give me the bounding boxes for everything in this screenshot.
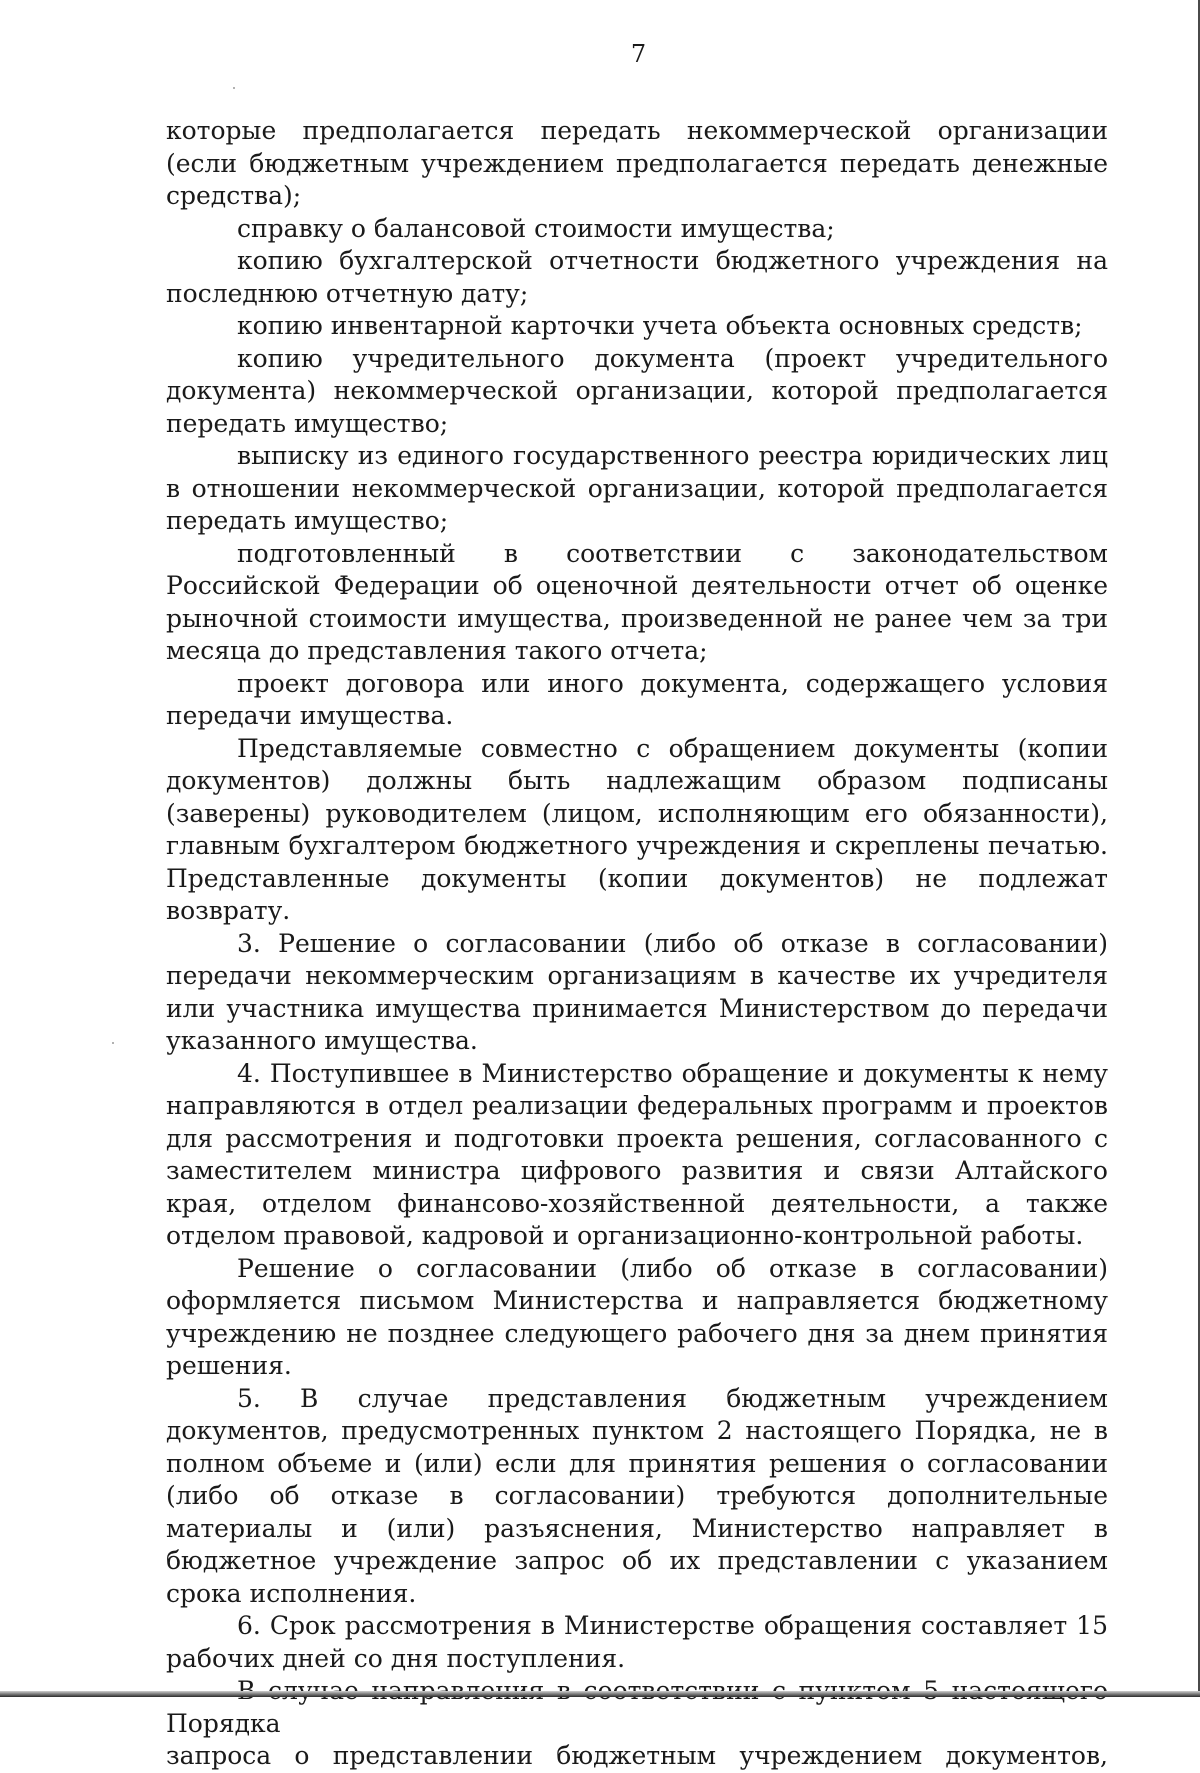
scan-speck xyxy=(112,1042,114,1044)
document-body xyxy=(166,115,1108,1773)
paragraph-final-line-2: запроса о представлении бюджетным учреждением документов, xyxy=(166,1741,1108,1770)
paragraph-section-3: 3. Решение о согласовании (либо об отказе в согласовании) передачи некоммерческим организациям в качестве их учредителя или участника имущества принимается Министерством до передачи указанного имущества. xyxy=(166,928,1108,1055)
paragraph-registry-extract: выписку из единого государственного реестра юридических лиц в отношении некоммерческой организации, которой предполагается передать имущество; xyxy=(166,441,1108,535)
paragraph-submitted-documents: Представляемые совместно с обращением документы (копии документов) должны быть надлежащим образом подписаны (заверены) руководителем (лицом, исполняющим его обязанности), главным бухгалтером бюджетного учреждения и скреплены печатью. Представленные документы (копии документов) не подлежат возврату. xyxy=(166,733,1108,925)
paragraph-section-4: 4. Поступившее в Министерство обращение и документы к нему направляются в отдел реализации федеральных программ и проектов для рассмотрения и подготовки проекта решения, согласованного с заместителем министра цифрового развития и связи Алтайского края, отделом финансово-хозяйственной деятельности, а также отделом правовой, кадровой и организационно-контрольной работы. xyxy=(166,1058,1108,1250)
page-number: 7 xyxy=(630,40,647,68)
paragraph-final xyxy=(166,1675,1108,1773)
paragraph-founding-document: копию учредительного документа (проект учредительного документа) некоммерческой организации, которой предполагается передать имущество; xyxy=(166,343,1108,438)
paragraph-draft-contract: проект договора или иного документа, содержащего условия передачи имущества. xyxy=(166,668,1108,730)
paragraph-inventory-card: копию инвентарной карточки учета объекта основных средств; xyxy=(237,311,1083,340)
paragraph-accounting-report: копию бухгалтерской отчетности бюджетного учреждения на последнюю отчетную дату; xyxy=(166,246,1108,308)
paragraph-section-5: 5. В случае представления бюджетным учреждением документов, предусмотренных пунктом 2 настоящего Порядка, не в полном объеме и (или) если для принятия решения о согласовании (либо об отказе в согласовании) требуются дополнительные материалы и (или) разъяснения, Министерство направляет в бюджетное учреждение запрос об их представлении с указанием срока исполнения. xyxy=(166,1383,1108,1608)
paragraph-section-6: 6. Срок рассмотрения в Министерстве обращения составляет 15 рабочих дней со дня поступления. xyxy=(166,1611,1108,1673)
paragraph-decision-letter: Решение о согласовании (либо об отказе в согласовании) оформляется письмом Министерства и направляется бюджетному учреждению не позднее следующего рабочего дня за днем принятия решения. xyxy=(166,1253,1108,1380)
scan-edge-bottom xyxy=(0,1691,1200,1697)
scan-speck xyxy=(233,87,235,89)
paragraph-valuation-report: подготовленный в соответствии с законодательством Российской Федерации об оценочной деятельности отчет об оценке рыночной стоимости имущества, произведенной не ранее чем за три месяца до представления такого отчета; xyxy=(166,538,1108,665)
paragraph-balance-certificate: справку о балансовой стоимости имущества; xyxy=(237,213,835,243)
paragraph-final-line-1: Порядка xyxy=(166,1708,281,1738)
paragraph-continuation: которые предполагается передать некоммерческой организации (если бюджетным учреждением предполагается передать денежные средства); xyxy=(166,116,1108,210)
